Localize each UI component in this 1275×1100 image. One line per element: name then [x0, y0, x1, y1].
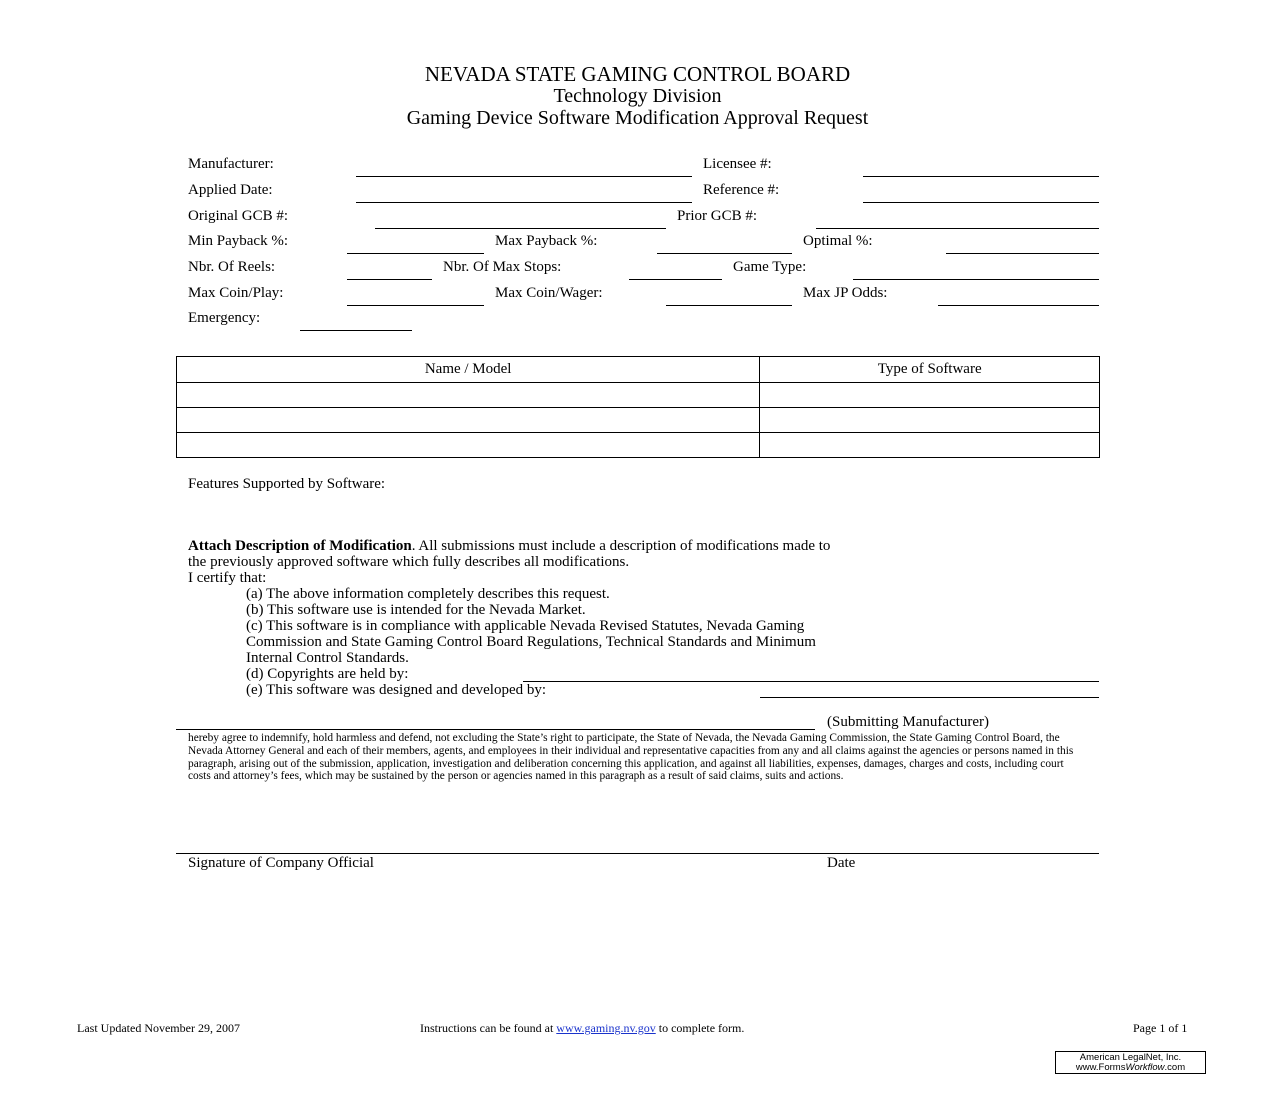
certification-e: (e) This software was designed and developed by:	[246, 682, 547, 698]
emergency-label: Emergency:	[188, 310, 261, 326]
type-of-software-cell[interactable]	[760, 408, 1100, 433]
certify-heading: I certify that:	[188, 570, 267, 586]
manufacturer-label: Manufacturer:	[188, 156, 274, 172]
nbr-max-stops-label: Nbr. Of Max Stops:	[443, 259, 562, 275]
signature-label: Signature of Company Official	[188, 855, 374, 871]
features-label: Features Supported by Software:	[188, 476, 386, 492]
reference-label: Reference #:	[703, 182, 780, 198]
game-type-field[interactable]	[853, 279, 1099, 280]
table-row	[177, 383, 1100, 408]
stamp-url-b: Workflow	[1125, 1062, 1165, 1073]
emergency-field[interactable]	[300, 330, 412, 331]
max-coin-play-label: Max Coin/Play:	[188, 285, 284, 301]
submitting-manufacturer-field[interactable]	[176, 729, 815, 730]
indemnity-paragraph: hereby agree to indemnify, hold harmless and defend, not excluding the State’s right to participate, the State of Nevada, the Nevada Gaming Commission, the State Gaming Control Board, the Nevada Attorney General and each of their members, agents, and employees in their individual and representative capacities from any and all claims against the agencies or persons named in this paragraph, arising out of the submission, application, investigation and deliberation concerning this application, and against all liabilities, expenses, damages, charges and costs, including court costs and attorney’s fees, which may be sustained by the person or agencies named in this paragraph as a result of said claims, suits and actions.	[188, 732, 1074, 783]
name-model-cell[interactable]	[177, 383, 760, 408]
game-type-label: Game Type:	[733, 259, 807, 275]
min-payback-field[interactable]	[347, 253, 484, 254]
licensee-label: Licensee #:	[703, 156, 772, 172]
optimal-label: Optimal %:	[803, 233, 873, 249]
instructions-pre: Instructions can be found at	[420, 1021, 554, 1035]
designed-developed-by-field[interactable]	[760, 697, 1099, 698]
licensee-field[interactable]	[863, 176, 1099, 177]
stamp-url-a: www.Forms	[1075, 1062, 1126, 1073]
attach-description	[188, 538, 830, 554]
certification-c-line1: (c) This software is in compliance with applicable Nevada Revised Statutes, Nevada Gaming	[246, 618, 805, 634]
certification-d: (d) Copyrights are held by:	[246, 666, 409, 682]
applied-date-label: Applied Date:	[188, 182, 273, 198]
attach-description-text: . All submissions must include a description of modifications made to	[411, 538, 831, 554]
max-coin-play-field[interactable]	[347, 305, 484, 306]
name-model-cell[interactable]	[177, 408, 760, 433]
max-coin-wager-label: Max Coin/Wager:	[495, 285, 603, 301]
page-number: Page 1 of 1	[1133, 1021, 1188, 1035]
copyrights-holder-field[interactable]	[523, 681, 1099, 682]
submitting-manufacturer-label: (Submitting Manufacturer)	[827, 714, 990, 730]
applied-date-field[interactable]	[356, 202, 692, 203]
form-agency-title: NEVADA STATE GAMING CONTROL BOARD	[424, 62, 851, 86]
min-payback-label: Min Payback %:	[188, 233, 288, 249]
certification-a: (a) The above information completely describes this request.	[246, 586, 610, 602]
attach-description-line2: the previously approved software which fully describes all modifications.	[188, 554, 630, 570]
nbr-reels-label: Nbr. Of Reels:	[188, 259, 276, 275]
table-header-name-model: Name / Model	[177, 357, 760, 383]
type-of-software-cell[interactable]	[760, 433, 1100, 458]
original-gcb-field[interactable]	[375, 228, 666, 229]
max-jp-odds-label: Max JP Odds:	[803, 285, 888, 301]
form-division: Technology Division	[553, 85, 722, 107]
stamp-line2	[1056, 1063, 1205, 1073]
instructions-note	[420, 1021, 744, 1036]
nbr-reels-field[interactable]	[347, 279, 432, 280]
certification-b: (b) This software use is intended for the Nevada Market.	[246, 602, 586, 618]
table-header-type-of-software: Type of Software	[760, 357, 1100, 383]
prior-gcb-label: Prior GCB #:	[677, 208, 758, 224]
max-payback-field[interactable]	[657, 253, 792, 254]
max-payback-label: Max Payback %:	[495, 233, 598, 249]
certification-c-line3: Internal Control Standards.	[246, 650, 409, 666]
max-coin-wager-field[interactable]	[666, 305, 792, 306]
original-gcb-label: Original GCB #:	[188, 208, 288, 224]
instructions-post: to complete form.	[658, 1021, 745, 1035]
optimal-field[interactable]	[946, 253, 1099, 254]
publisher-stamp	[1055, 1051, 1206, 1074]
table-row	[177, 433, 1100, 458]
name-model-cell[interactable]	[177, 433, 760, 458]
max-jp-odds-field[interactable]	[938, 305, 1099, 306]
stamp-url-c: .com	[1164, 1062, 1186, 1073]
type-of-software-cell[interactable]	[760, 383, 1100, 408]
date-label: Date	[827, 855, 856, 871]
stamp-line1: American LegalNet, Inc.	[1079, 1052, 1182, 1063]
table-row	[177, 408, 1100, 433]
form-title: Gaming Device Software Modification Approval Request	[406, 107, 869, 129]
gaming-website-link[interactable]: www.gaming.nv.gov	[556, 1021, 656, 1035]
nbr-max-stops-field[interactable]	[629, 279, 722, 280]
reference-field[interactable]	[863, 202, 1099, 203]
certification-c-line2: Commission and State Gaming Control Board Regulations, Technical Standards and Minimum	[246, 634, 816, 650]
attach-description-heading: Attach Description of Modification	[188, 538, 412, 554]
manufacturer-field[interactable]	[356, 176, 692, 177]
last-updated: Last Updated November 29, 2007	[77, 1021, 240, 1035]
software-table	[176, 356, 1100, 458]
signature-field[interactable]	[176, 853, 1099, 854]
prior-gcb-field[interactable]	[816, 228, 1099, 229]
